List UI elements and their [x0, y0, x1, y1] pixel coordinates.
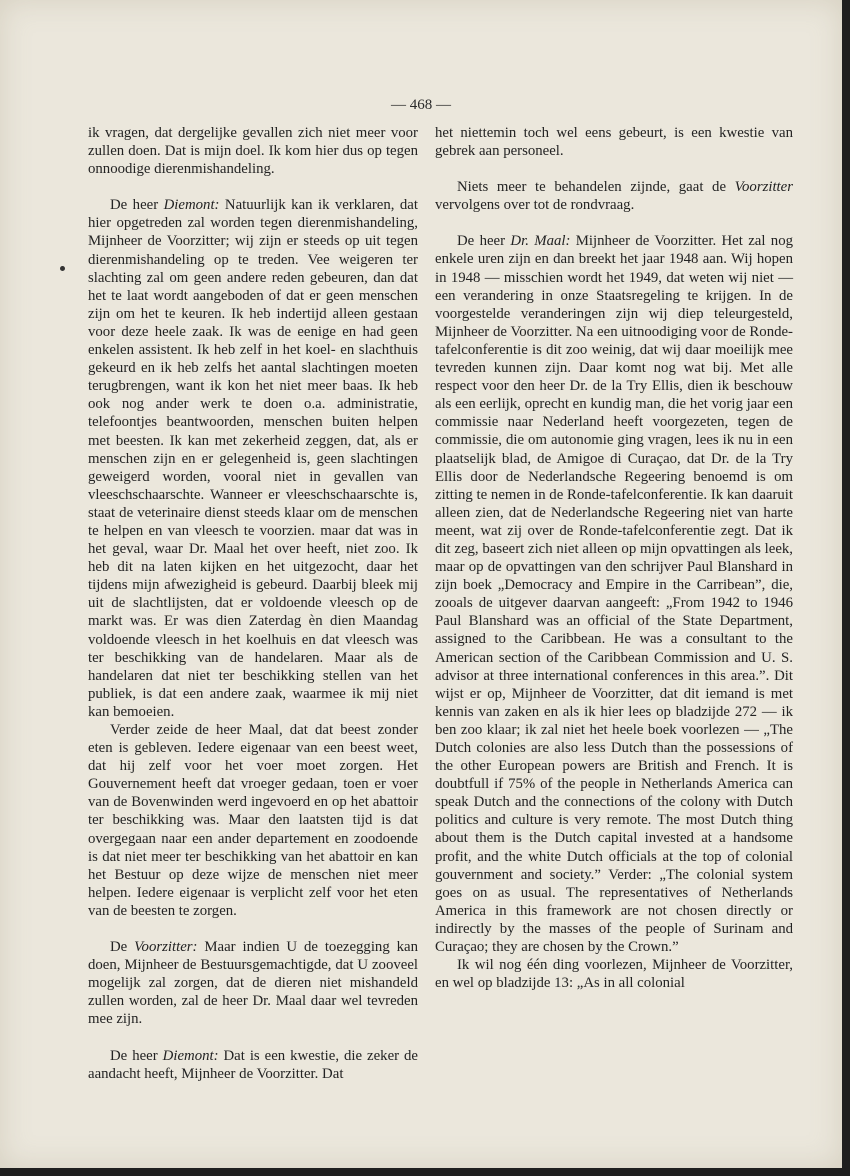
- paragraph: [435, 178, 793, 214]
- paragraph: Ik wil nog één ding voorlezen, Mijnheer de Voorzitter, en wel op bladzijde 13: „As in all colonial: [435, 957, 793, 992]
- paragraph-text: Dat is een kwestie, die zeker de aandacht heeft, Mijnheer de Voorzitter. Dat: [88, 1047, 418, 1082]
- paragraph-lead: De heer: [110, 197, 164, 214]
- speaker-name: Diemont:: [162, 1047, 219, 1064]
- paragraph: [88, 938, 418, 1028]
- page-number: — 468 —: [391, 97, 451, 113]
- right-column: [435, 124, 793, 992]
- left-column: [88, 124, 418, 1083]
- paragraph-lead: De heer: [110, 1047, 163, 1064]
- paragraph-text: Mijnheer de Voorzitter. Het zal nog enkele uren zijn en dan breekt het jaar 1948 aan. Wij hopen in 1948 — misschien wordt het 1949, dat weten wij niet — een verandering in onze Staatsregeling te krijgen. In de voorgestelde veranderingen zijn wij diep teleurgesteld, Mijnheer de Voorzitter. Na een uitnoodiging voor de Ronde-tafelconferentie is dit zoo weinig, dat wij daar moeilijk mee tevreden kunnen zijn. Daar komt nog wat bij. Met alle respect voor den heer Dr. de la Try Ellis, dien ik beschouw als een eerlijk, oprecht en kundig man, die het vorig jaar een commissie naar Nederland heeft voorgezeten, tegen de commissie, die om autonomie ging vragen, lees ik nu in een plaatselijk blad, de Amigoe di Curaçao, dat Dr. de la Try Ellis door de Nederlandsche Regeering benoemd is om zitting te nemen in de Ronde-tafelconferentie. Ik kan daaruit alleen zien, dat de Nederlandsche Regeering niet van harte meent, wat zij over de Ronde-tafelconferentie zegt. Dat ik dit zeg, baseert zich niet alleen op mijn opvattingen als leek, maar op de opvattingen van den schrijver Paul Blanshard in zijn boek „Democracy and Empire in the Carribean”, die, zooals de uitgever daarvan aangeeft: „From 1942 to 1946 Paul Blanshard was an official of the State Department, assigned to the Caribbean. He was a consultant to the American section of the Caribbean Commission and U. S. advisor at three international conferences in this area.”. Dit wijst er op, Mijnheer de Voorzitter, dat dit iemand is met kennis van zaken en als ik hier lees op bladzijde 272 — ik ben zoo klaar; ik zal niet het heele boek voorlezen — „The Dutch colonies are also less Dutch than the possessions of the other European powers are British and French. It is doubtfull if 75% of the people in Netherlands America can speak Dutch and the connections of the colony with Dutch politics and culture is very remote. The most Dutch thing about them is the Dutch capital invested at a handsome profit, and the white Dutch officials at the top of colonial gouvernment and society.” Verder: „The colonial system goes on as usual. The representatives of Netherlands America in this framework are not chosen directly or indirectly by the masses of the people of Surinam and Curaçao; they are chosen by the Crown.”: [435, 233, 793, 956]
- speaker-name: Dr. Maal:: [510, 233, 571, 250]
- paragraph-lead: De heer: [457, 233, 511, 250]
- paragraph-lead: De: [110, 939, 135, 956]
- paragraph-lead: Niets meer te behandelen zijnde, gaat de: [457, 179, 735, 196]
- speaker-name: Voorzitter: [734, 179, 793, 196]
- speaker-name: Diemont:: [163, 197, 220, 214]
- speaker-name: Voorzitter:: [134, 939, 198, 956]
- paragraph: het niettemin toch wel eens gebeurt, is een kwestie van gebrek aan personeel.: [435, 125, 793, 160]
- paragraph-text: Maar indien U de toezegging kan doen, Mijnheer de Bestuursgemachtigde, dat U zooveel mogelijk zal zorgen, dat de dieren niet mishandeld zullen worden, zal de heer Dr. Maal daar wel tevreden mee zijn.: [88, 939, 418, 1028]
- paragraph: [88, 196, 418, 721]
- paragraph: [88, 1047, 418, 1083]
- paragraph: [435, 232, 793, 956]
- paragraph-text: Natuurlijk kan ik verklaren, dat hier opgetreden zal worden tegen dierenmishandeling, Mijnheer de Voorzitter; wij zijn er steeds op uit tegen dierenmishandeling op te treden. Vee weigeren ter slachting zal om geen andere reden gebeuren, dan dat het te laat wordt aangeboden of dat er geen menschen zijn om het te keuren. Ik heb indertijd alleen gestaan voor deze heele zaak. Ik was de eenige en had geen enkelen assistent. Ik heb zelf in het koel- en slachthuis gekeurd en ik heb zelfs het aantal slachtingen moeten terugbrengen, want ik kon het niet meer baas. Ik heb ook nog ander werk te doen o.a. administratie, telefoontjes beantwoorden, menschen buiten helpen met beesten. Ik kan met zekerheid zeggen, dat, als er menschen zijn en er gelegenheid is, geen slachtingen geweigerd worden, vooral niet in gevallen van vleeschschaarschte. Wanneer er vleeschschaarschte is, staat de veterinaire dienst steeds klaar om de menschen te helpen en van vleesch te voorzien. maar dat was in het geval, waar Dr. Maal het over heeft, niet zoo. Ik heb dit na laten kijken en het uitgezocht, daar het tijdens mijn afwezigheid is gebeurd. Daarbij bleek mij uit de slachtlijsten, dat er voldoende vleesch op de markt was. Er was dien Zaterdag èn dien Maandag voldoende vleesch in het koelhuis en dat vleesch was ter beschikking van de handelaren. Maar als de handelaren dat niet ter beschikking stellen van het publiek, is dat een andere zaak, waarmee ik mij niet kan bemoeien.: [88, 197, 418, 720]
- margin-dot: [60, 266, 65, 271]
- paragraph-text: vervolgens over tot de rondvraag.: [435, 197, 635, 214]
- paragraph: ik vragen, dat dergelijke gevallen zich niet meer voor zullen doen. Dat is mijn doel. Ik kom hier dus op tegen onnoodige dierenmishandeling.: [88, 125, 418, 178]
- paragraph: Verder zeide de heer Maal, dat dat beest zonder eten is gebleven. Iedere eigenaar van een beest weet, dat hij zelf voor het voer moet zorgen. Het Gouvernement heeft dat vroeger gedaan, toen er voer van de Bovenwinden werd ingevoerd en op het abattoir ter beschikking was. Maar den laatsten tijd is dat overgegaan naar een ander departement en zoodoende is dat niet meer ter beschikking van het abattoir en kan het Bestuur op deze wijze de menschen niet meer helpen. Iedere eigenaar is verplicht zelf voor het eten van de beesten te zorgen.: [88, 722, 418, 919]
